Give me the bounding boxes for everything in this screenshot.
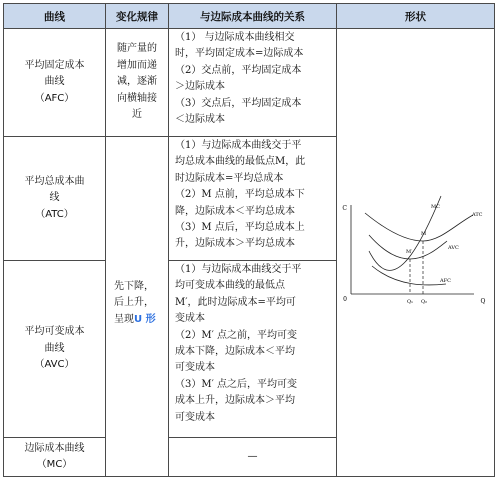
avc-rule-prefix: 呈现 — [114, 313, 134, 325]
afc-rule-line: 增加而递 — [117, 59, 157, 71]
atc-name-line: 线 — [49, 192, 60, 204]
header-curve-text: 曲线 — [44, 10, 65, 23]
avc-relation-cell — [168, 260, 337, 438]
m-prime-point-label: M′ — [406, 249, 413, 255]
afc-rule-line: 近 — [132, 109, 142, 121]
x-axis-label: Q — [480, 298, 486, 305]
avc-relation-line: 可变成本 — [175, 362, 215, 374]
avc-relation-line: （1）与边际成本曲线交于平 — [175, 264, 302, 275]
afc-relation-line: （3）交点后，平均固定成本 — [175, 97, 302, 109]
avc-rule-shape: U 形 — [134, 313, 156, 325]
atc-name-line: 平均总成本曲 — [24, 175, 85, 187]
cost-curves-graph — [337, 29, 494, 476]
atc-relation-line: 降，边际成本＜平均总成本 — [175, 205, 295, 217]
afc-name-cell — [3, 28, 106, 137]
mc-name-cell — [3, 437, 106, 477]
afc-relation-line: ＞边际成本 — [175, 81, 225, 93]
avc-relation-line: M′，此时边际成本=平均可 — [175, 296, 296, 308]
q2-label: Q₂ — [420, 299, 428, 305]
header-relation-text: 与边际成本曲线的关系 — [200, 10, 305, 23]
avc-rule-line — [114, 312, 156, 328]
avc-relation-line: （3）M′ 点之后，平均可变 — [175, 378, 298, 390]
avc-rule-cell — [105, 136, 169, 477]
atc-relation-line: 升，边际成本＞平均总成本 — [175, 238, 295, 250]
avc-relation-line: 均可变成本曲线的最低点 — [175, 280, 285, 292]
avc-relation-line: 成本上升，边际成本＞平均 — [175, 395, 295, 407]
mc-name-line: 边际成本曲线 — [24, 442, 85, 454]
atc-relation-line: 均总成本曲线的最低点M，此 — [175, 156, 306, 168]
atc-curve — [365, 213, 473, 241]
header-relation — [168, 3, 337, 29]
header-rule — [105, 3, 169, 29]
mc-relation-cell — [168, 437, 337, 477]
header-shape — [336, 3, 495, 29]
avc-relation-line: 变成本 — [175, 313, 205, 325]
afc-relation-cell — [168, 28, 337, 137]
mc-relation-dash: — — [247, 450, 258, 462]
avc-name-line: 曲线 — [44, 342, 65, 354]
header-curve — [3, 3, 106, 29]
afc-relation-line: ＜边际成本 — [175, 114, 225, 126]
atc-name-cell — [3, 136, 106, 261]
avc-rule-line: 后上升， — [114, 297, 154, 309]
afc-name-line: 曲线 — [44, 76, 65, 88]
avc-relation-line: （2）M′ 点之前，平均可变 — [175, 329, 298, 341]
shape-cell — [336, 28, 495, 477]
afc-abbr: （AFC） — [34, 92, 75, 104]
avc-relation-line: 成本下降，边际成本＜平均 — [175, 346, 295, 358]
origin-label: 0 — [343, 296, 347, 303]
header-shape-text: 形状 — [405, 10, 426, 23]
avc-rule-block — [114, 279, 156, 328]
avc-relation-line: 可变成本 — [175, 411, 215, 423]
atc-relation-line: （2）M 点前，平均总成本下 — [175, 189, 305, 201]
afc-relation-line: 时，平均固定成本=边际成本 — [175, 48, 304, 60]
cost-curves-table — [3, 3, 495, 477]
atc-relation-line: 时边际成本=平均总成本 — [175, 172, 284, 184]
header-rule-text: 变化规律 — [116, 10, 158, 23]
afc-rule-line: 向横轴接 — [117, 92, 157, 104]
atc-relation-cell — [168, 136, 337, 261]
afc-name-line: 平均固定成本 — [24, 59, 85, 71]
avc-abbr: （AVC） — [34, 359, 75, 371]
avc-rule-line: 先下降， — [114, 281, 154, 292]
afc-rule-line: 随产量的 — [117, 43, 157, 55]
atc-relation-line: （3）M 点后，平均总成本上 — [175, 222, 305, 234]
y-axis-label: C — [342, 205, 347, 212]
afc-label: AFC — [440, 278, 451, 284]
atc-relation-line: （1）与边际成本曲线交于平 — [175, 140, 302, 151]
m-point-label: M — [421, 231, 427, 237]
atc-label: ATC — [472, 212, 483, 218]
q1-label: Q₁ — [406, 299, 414, 305]
atc-abbr: （ATC） — [35, 208, 74, 220]
avc-label: AVC — [448, 245, 459, 251]
avc-name-cell — [3, 260, 106, 438]
mc-label: MC — [431, 204, 440, 210]
afc-relation-line: （1） 与边际成本曲线相交 — [175, 32, 295, 43]
afc-rule-cell — [105, 28, 169, 137]
avc-name-line: 平均可变成本 — [24, 326, 85, 338]
afc-relation-line: （2）交点前，平均固定成本 — [175, 64, 302, 76]
afc-rule-line: 减，逐渐 — [117, 76, 157, 88]
mc-abbr: （MC） — [36, 459, 73, 470]
